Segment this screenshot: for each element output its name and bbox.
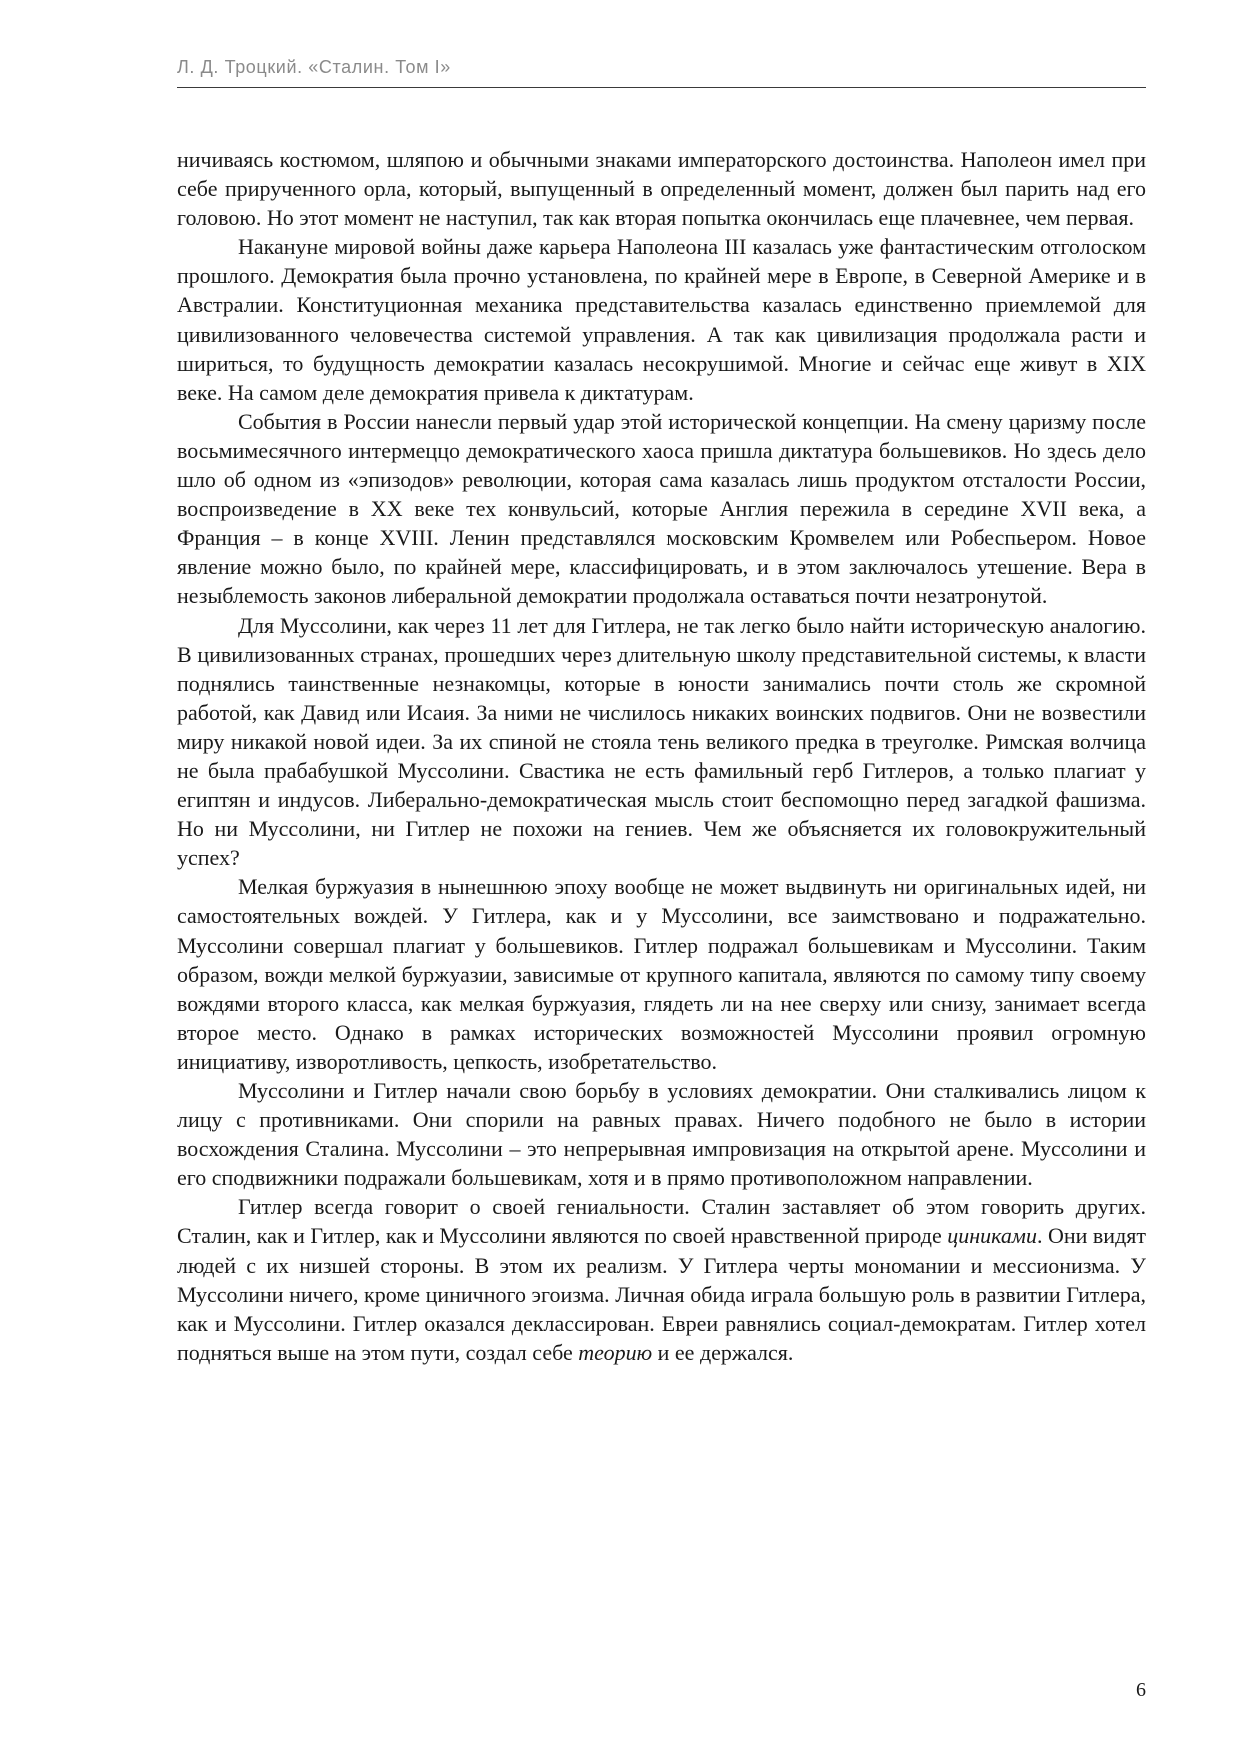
running-title: Л. Д. Троцкий. «Сталин. Том I» — [177, 57, 451, 77]
paragraph: Для Муссолини, как через 11 лет для Гитлера, не так легко было найти историческую аналогию. В цивилизованных странах, прошедших через длительную школу представительной системы, к власти поднялись таинственные незнакомцы, которые в юности занимались почти столь же скромной работой, как Давид или Исаия. За ними не числилось никаких воинских подвигов. Они не возвестили миру никакой новой идеи. За их спиной не стояла тень великого предка в треуголке. Римская волчица не была прабабушкой Муссолини. Свастика не есть фамильный герб Гитлеров, а только плагиат у египтян и индусов. Либерально-демократическая мысль стоит беспомощно перед загадкой фашизма. Но ни Муссолини, ни Гитлер не похожи на гениев. Чем же объясняется их головокружительный успех? — [177, 612, 1146, 871]
paragraph: Мелкая буржуазия в нынешнюю эпоху вообще не может выдвинуть ни оригинальных идей, ни самостоятельных вождей. У Гитлера, как и у Муссолини, все заимствовано и подражательно. Муссолини совершал плагиат у большевиков. Гитлер подражал большевикам и Муссолини. Таким образом, вожди мелкой буржуазии, зависимые от крупного капитала, являются по самому типу своему вождями второго класса, как мелкая буржуазия, глядеть ли на нее сверху или снизу, занимает всегда второе место. Однако в рамках исторических возможностей Муссолини проявил огромную инициативу, изворотливость, цепкость, изобретательство. — [177, 874, 1146, 1074]
paragraph: Муссолини и Гитлер начали свою борьбу в условиях демократии. Они сталкивались лицом к лицу с противниками. Они спорили на равных правах. Ничего подобного не было в истории восхождения Сталина. Муссолини – это непрерывная импровизация на открытой арене. Муссолини и его сподвижники подражали большевикам, хотя и в прямо противоположном направлении. — [177, 1078, 1146, 1191]
paragraph-text: Гитлер всегда говорит о своей гениальности. Сталин заставляет об этом говорить других. Сталин, как и Гитлер, как и Муссолини являются по своей нравственной природе — [177, 1194, 1146, 1249]
page-body — [177, 145, 1146, 1367]
paragraph: Накануне мировой войны даже карьера Наполеона III казалась уже фантастическим отголоском прошлого. Демократия была прочно установлена, по крайней мере в Европе, в Северной Америке и в Австралии. Конституционная механика представительства казалась единственно приемлемой для цивилизованного человечества системой управления. А так как цивилизация продолжала расти и шириться, то будущность демократии казалась несокрушимой. Многие и сейчас еще живут в XIX веке. На самом деле демократия привела к диктатурам. — [177, 234, 1146, 405]
paragraph-text: и ее держался. — [652, 1339, 794, 1365]
page-number: 6 — [1136, 1679, 1146, 1701]
running-header — [177, 56, 1146, 88]
emphasis-text: циниками — [947, 1223, 1037, 1249]
paragraph: События в России нанесли первый удар этой исторической концепции. На смену царизму после восьмимесячного интермеццо демократического хаоса пришла диктатура большевиков. Но здесь дело шло об одном из «эпизодов» революции, которая сама казалась лишь продуктом отсталости России, воспроизведение в XX веке тех конвульсий, которые Англия пережила в середине XVII века, а Франция – в конце XVIII. Ленин представлялся московским Кромвелем или Робеспьером. Новое явление можно было, по крайней мере, классифицировать, и в этом заключалось утешение. Вера в незыблемость законов либеральной демократии продолжала оставаться почти незатронутой. — [177, 408, 1146, 609]
paragraph-text: . Они видят людей с их низшей стороны. В этом их реализм. У Гитлера черты мономании и мессионизма. У Муссолини ничего, кроме циничного эгоизма. Личная обида играла большую роль в развитии Гитлера, как и Муссолини. Гитлер оказался деклассирован. Евреи равнялись социал-демократам. Гитлер хотел подняться выше на этом пути, создал себе — [177, 1223, 1146, 1365]
paragraph-continuation: ничиваясь костюмом, шляпою и обычными знаками императорского достоинства. Наполеон имел при себе прирученного орла, который, выпущенный в определенный момент, должен был парить над его головою. Но этот момент не наступил, так как вторая попытка окончилась еще плачевнее, чем первая. — [177, 147, 1146, 231]
paragraph-with-emphasis — [177, 1192, 1146, 1367]
emphasis-text: теорию — [578, 1339, 653, 1365]
